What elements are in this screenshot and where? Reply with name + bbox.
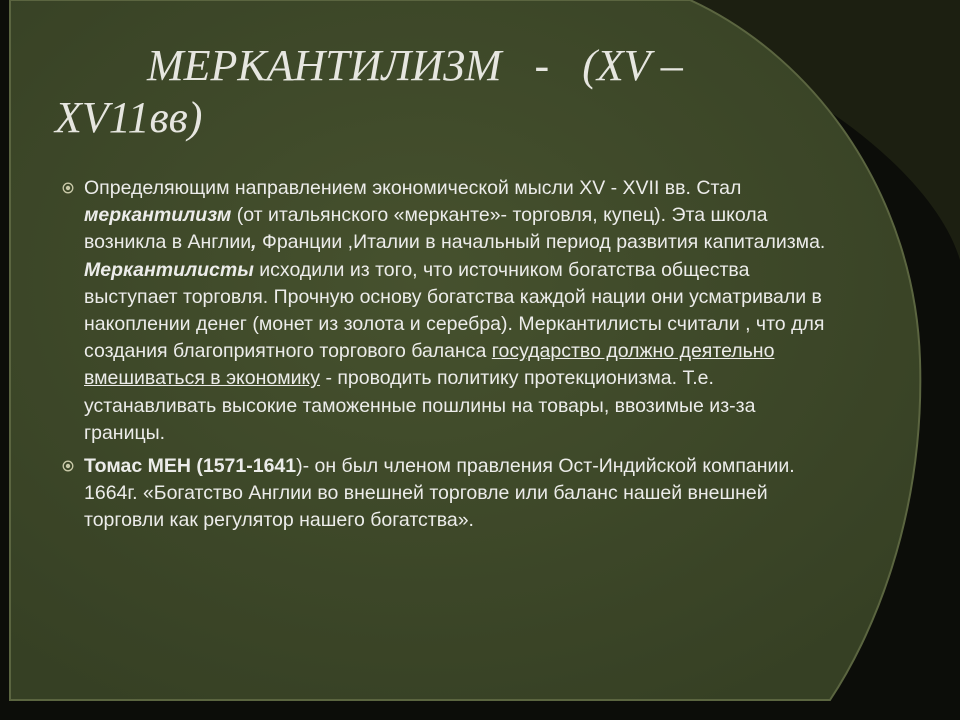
- circle-dot-bullet-icon: [62, 182, 74, 194]
- slide-title: [55, 40, 755, 144]
- paragraph-text-run: - проводить политику протекционизма. Т.е. устанавливать высокие таможенные пошлины на товары, ввозимые из-за границы.: [84, 367, 756, 444]
- slide-body: [60, 175, 840, 541]
- paragraph-text-run: Томас МЕН (1571-1641: [84, 455, 297, 478]
- paragraph-text-run: )- он был членом правления Ост-Индийской компании. 1664г. «Богатство Англии во внешней торговле или баланс нашей внешней торговли как регулятор нашего богатства».: [84, 455, 795, 532]
- title-line-1: МЕРКАНТИЛИЗМ - (XV –: [147, 41, 683, 90]
- paragraph-text-run: исходили из того, что источником богатства общества выступает торговля. Прочную основу богатства каждой нации они усматривали в накоплении денег (монет из золота и серебра). Меркантилисты считали , что для создания благоприятного торгового баланса: [84, 258, 825, 363]
- circle-dot-bullet-icon: [62, 460, 74, 472]
- bullet-paragraph: [60, 175, 840, 447]
- paragraph-text-run: государство должно деятельно вмешиваться в экономику: [84, 340, 775, 390]
- paragraph-text-run: Определяющим направлением экономической мысли XV - XVII вв. Стал: [84, 177, 742, 199]
- title-line-2: XV11вв): [55, 93, 203, 142]
- paragraph-text-run: ,: [251, 231, 257, 254]
- paragraph-text-run: Меркантилисты: [84, 258, 254, 281]
- paragraph-text-run: (от итальянского «мерканте»- торговля, купец). Эта школа возникла в Англии: [84, 204, 768, 254]
- bullet-paragraph: [60, 453, 840, 535]
- paragraph-text-run: Франции ,Италии в начальный период развития капитализма.: [256, 231, 826, 254]
- paragraph-text-run: меркантилизм: [84, 204, 232, 227]
